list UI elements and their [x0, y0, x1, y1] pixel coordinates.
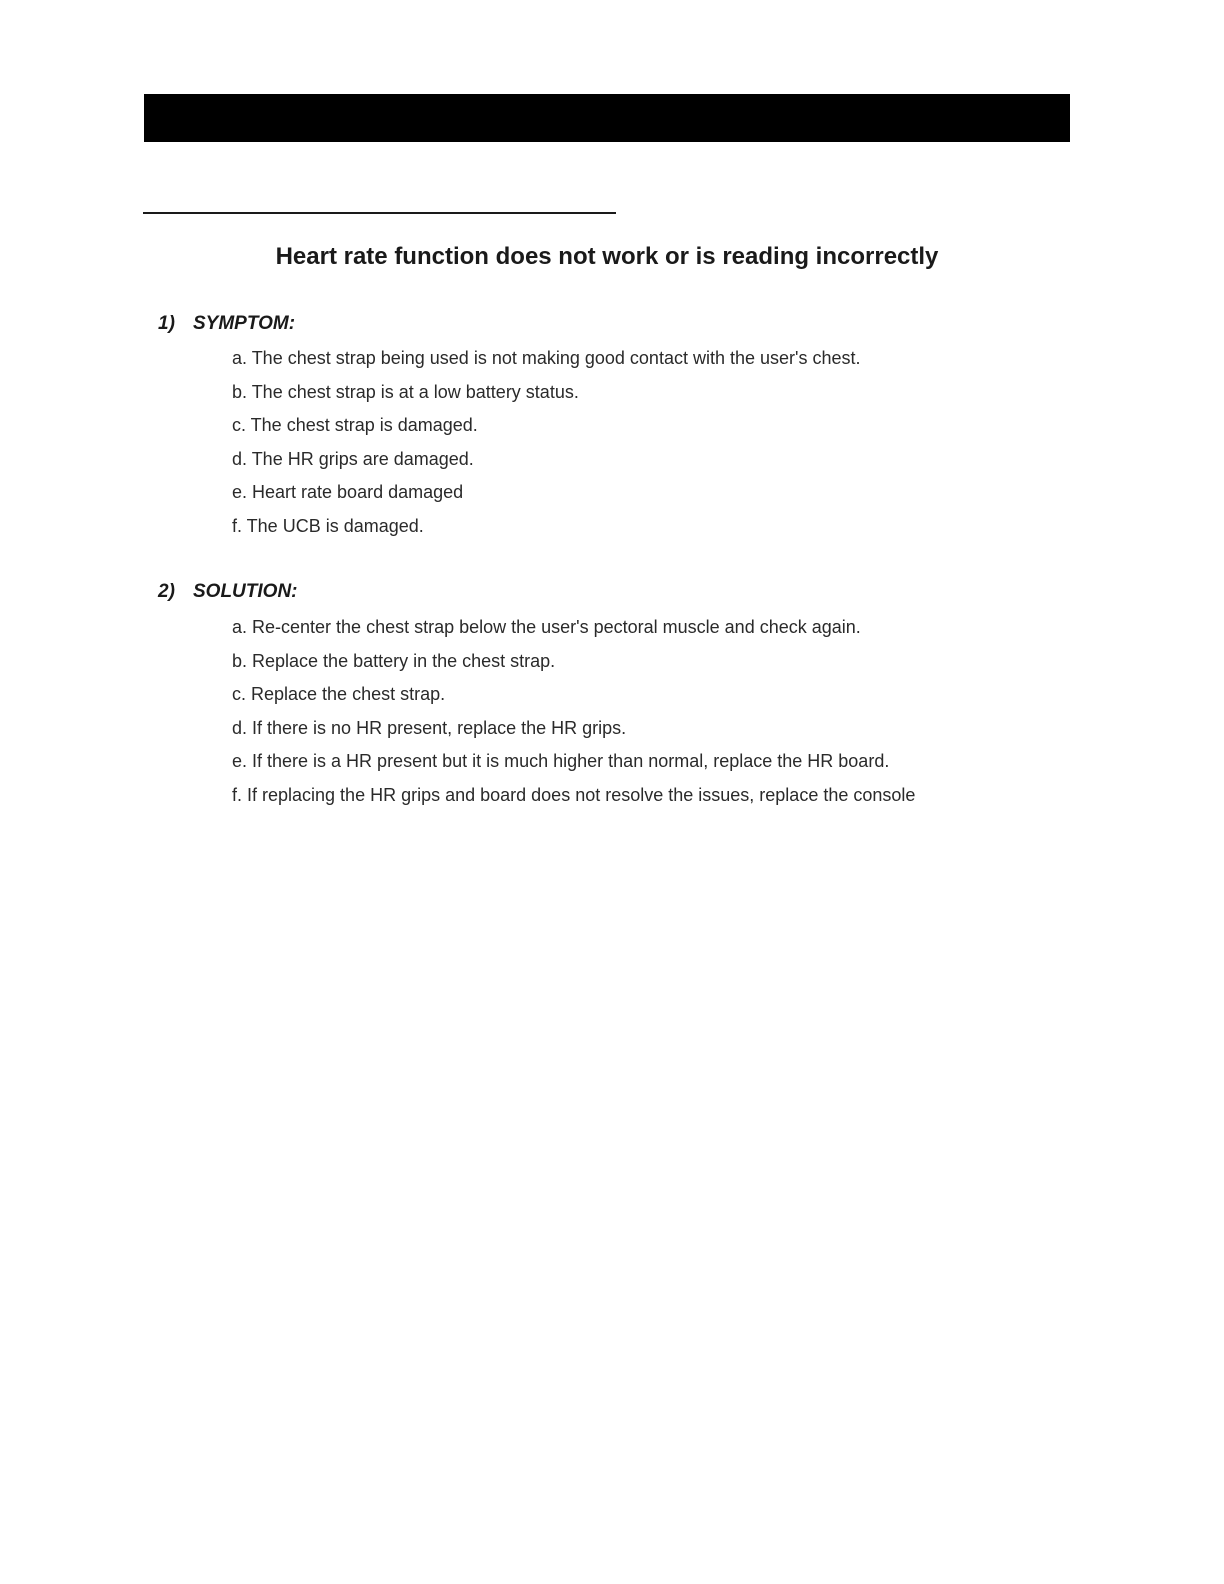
list-item: b. The chest strap is at a low battery status.	[232, 381, 579, 402]
list-item: d. If there is no HR present, replace the HR grips.	[232, 717, 627, 738]
list-item: c. The chest strap is damaged.	[232, 415, 478, 436]
page-title: Heart rate function does not work or is reading incorrectly	[275, 243, 939, 270]
list-item: c. Replace the chest strap.	[232, 684, 446, 705]
symptom-number: 1)	[158, 313, 175, 334]
solution-label: SOLUTION:	[193, 581, 298, 602]
list-item: e. Heart rate board damaged	[232, 482, 464, 503]
list-item: f. If replacing the HR grips and board does not resolve the issues, replace the console	[232, 784, 916, 805]
list-item: a. The chest strap being used is not making good contact with the user's chest.	[232, 348, 861, 368]
list-item: d. The HR grips are damaged.	[232, 448, 474, 469]
symptom-list	[232, 346, 860, 548]
symptom-heading	[158, 312, 295, 336]
list-item: b. Replace the battery in the chest strap.	[232, 650, 556, 671]
solution-heading	[158, 580, 298, 604]
list-item: e. If there is a HR present but it is much higher than normal, replace the HR board.	[232, 751, 890, 772]
solution-list	[232, 615, 915, 817]
symptom-label: SYMPTOM:	[193, 313, 296, 334]
list-item: a. Re-center the chest strap below the user's pectoral muscle and check again.	[232, 617, 861, 637]
solution-number: 2)	[158, 581, 175, 602]
list-item: f. The UCB is damaged.	[232, 515, 424, 536]
section-rule	[143, 212, 616, 214]
header-bar	[144, 94, 1070, 142]
